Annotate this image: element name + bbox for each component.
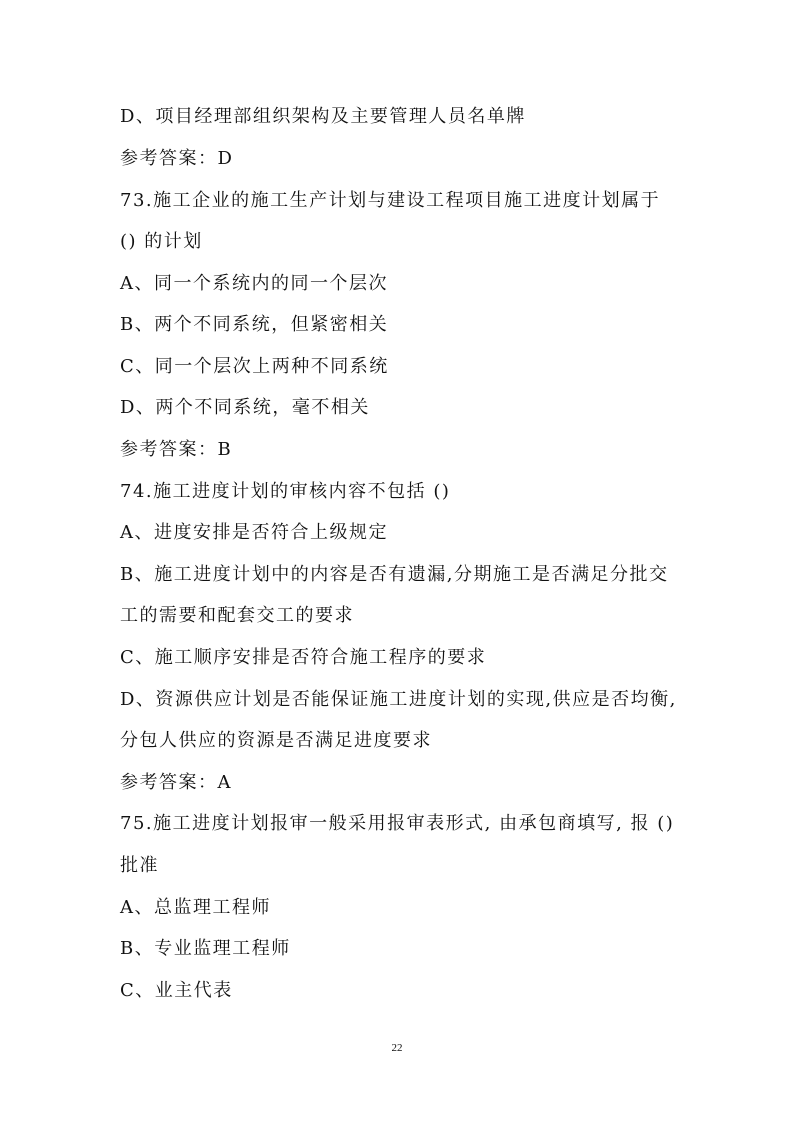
- question-line: 74.施工进度计划的审核内容不包括 (): [120, 481, 451, 502]
- option-line: C、施工顺序安排是否符合施工程序的要求: [120, 647, 487, 668]
- question-line: () 的计划: [120, 231, 203, 252]
- option-line: D、项目经理部组织架构及主要管理人员名单牌: [120, 106, 526, 127]
- option-line: A、总监理工程师: [120, 897, 271, 918]
- option-line: D、两个不同系统，毫不相关: [120, 397, 370, 418]
- answer-line: 参考答案：B: [120, 439, 233, 460]
- page-number: 22: [391, 1042, 403, 1054]
- question-line: 75.施工进度计划报审一般采用报审表形式, 由承包商填写, 报 (): [120, 813, 675, 834]
- option-line: 工的需要和配套交工的要求: [120, 605, 354, 626]
- option-line: D、资源供应计划是否能保证施工进度计划的实现,供应是否均衡,: [120, 689, 677, 710]
- option-line: 分包人供应的资源是否满足进度要求: [120, 730, 432, 751]
- question-line: 批准: [120, 855, 159, 876]
- answer-line: 参考答案：A: [120, 772, 232, 793]
- option-line: B、专业监理工程师: [120, 938, 291, 959]
- option-line: C、同一个层次上两种不同系统: [120, 356, 389, 377]
- question-line: 73.施工企业的施工生产计划与建设工程项目施工进度计划属于: [120, 190, 661, 211]
- option-line: B、施工进度计划中的内容是否有遗漏,分期施工是否满足分批交: [120, 564, 669, 585]
- answer-line: 参考答案：D: [120, 148, 234, 169]
- option-line: A、进度安排是否符合上级规定: [120, 522, 388, 543]
- option-line: A、同一个系统内的同一个层次: [120, 273, 388, 294]
- option-line: B、两个不同系统，但紧密相关: [120, 314, 389, 335]
- option-line: C、业主代表: [120, 980, 233, 1001]
